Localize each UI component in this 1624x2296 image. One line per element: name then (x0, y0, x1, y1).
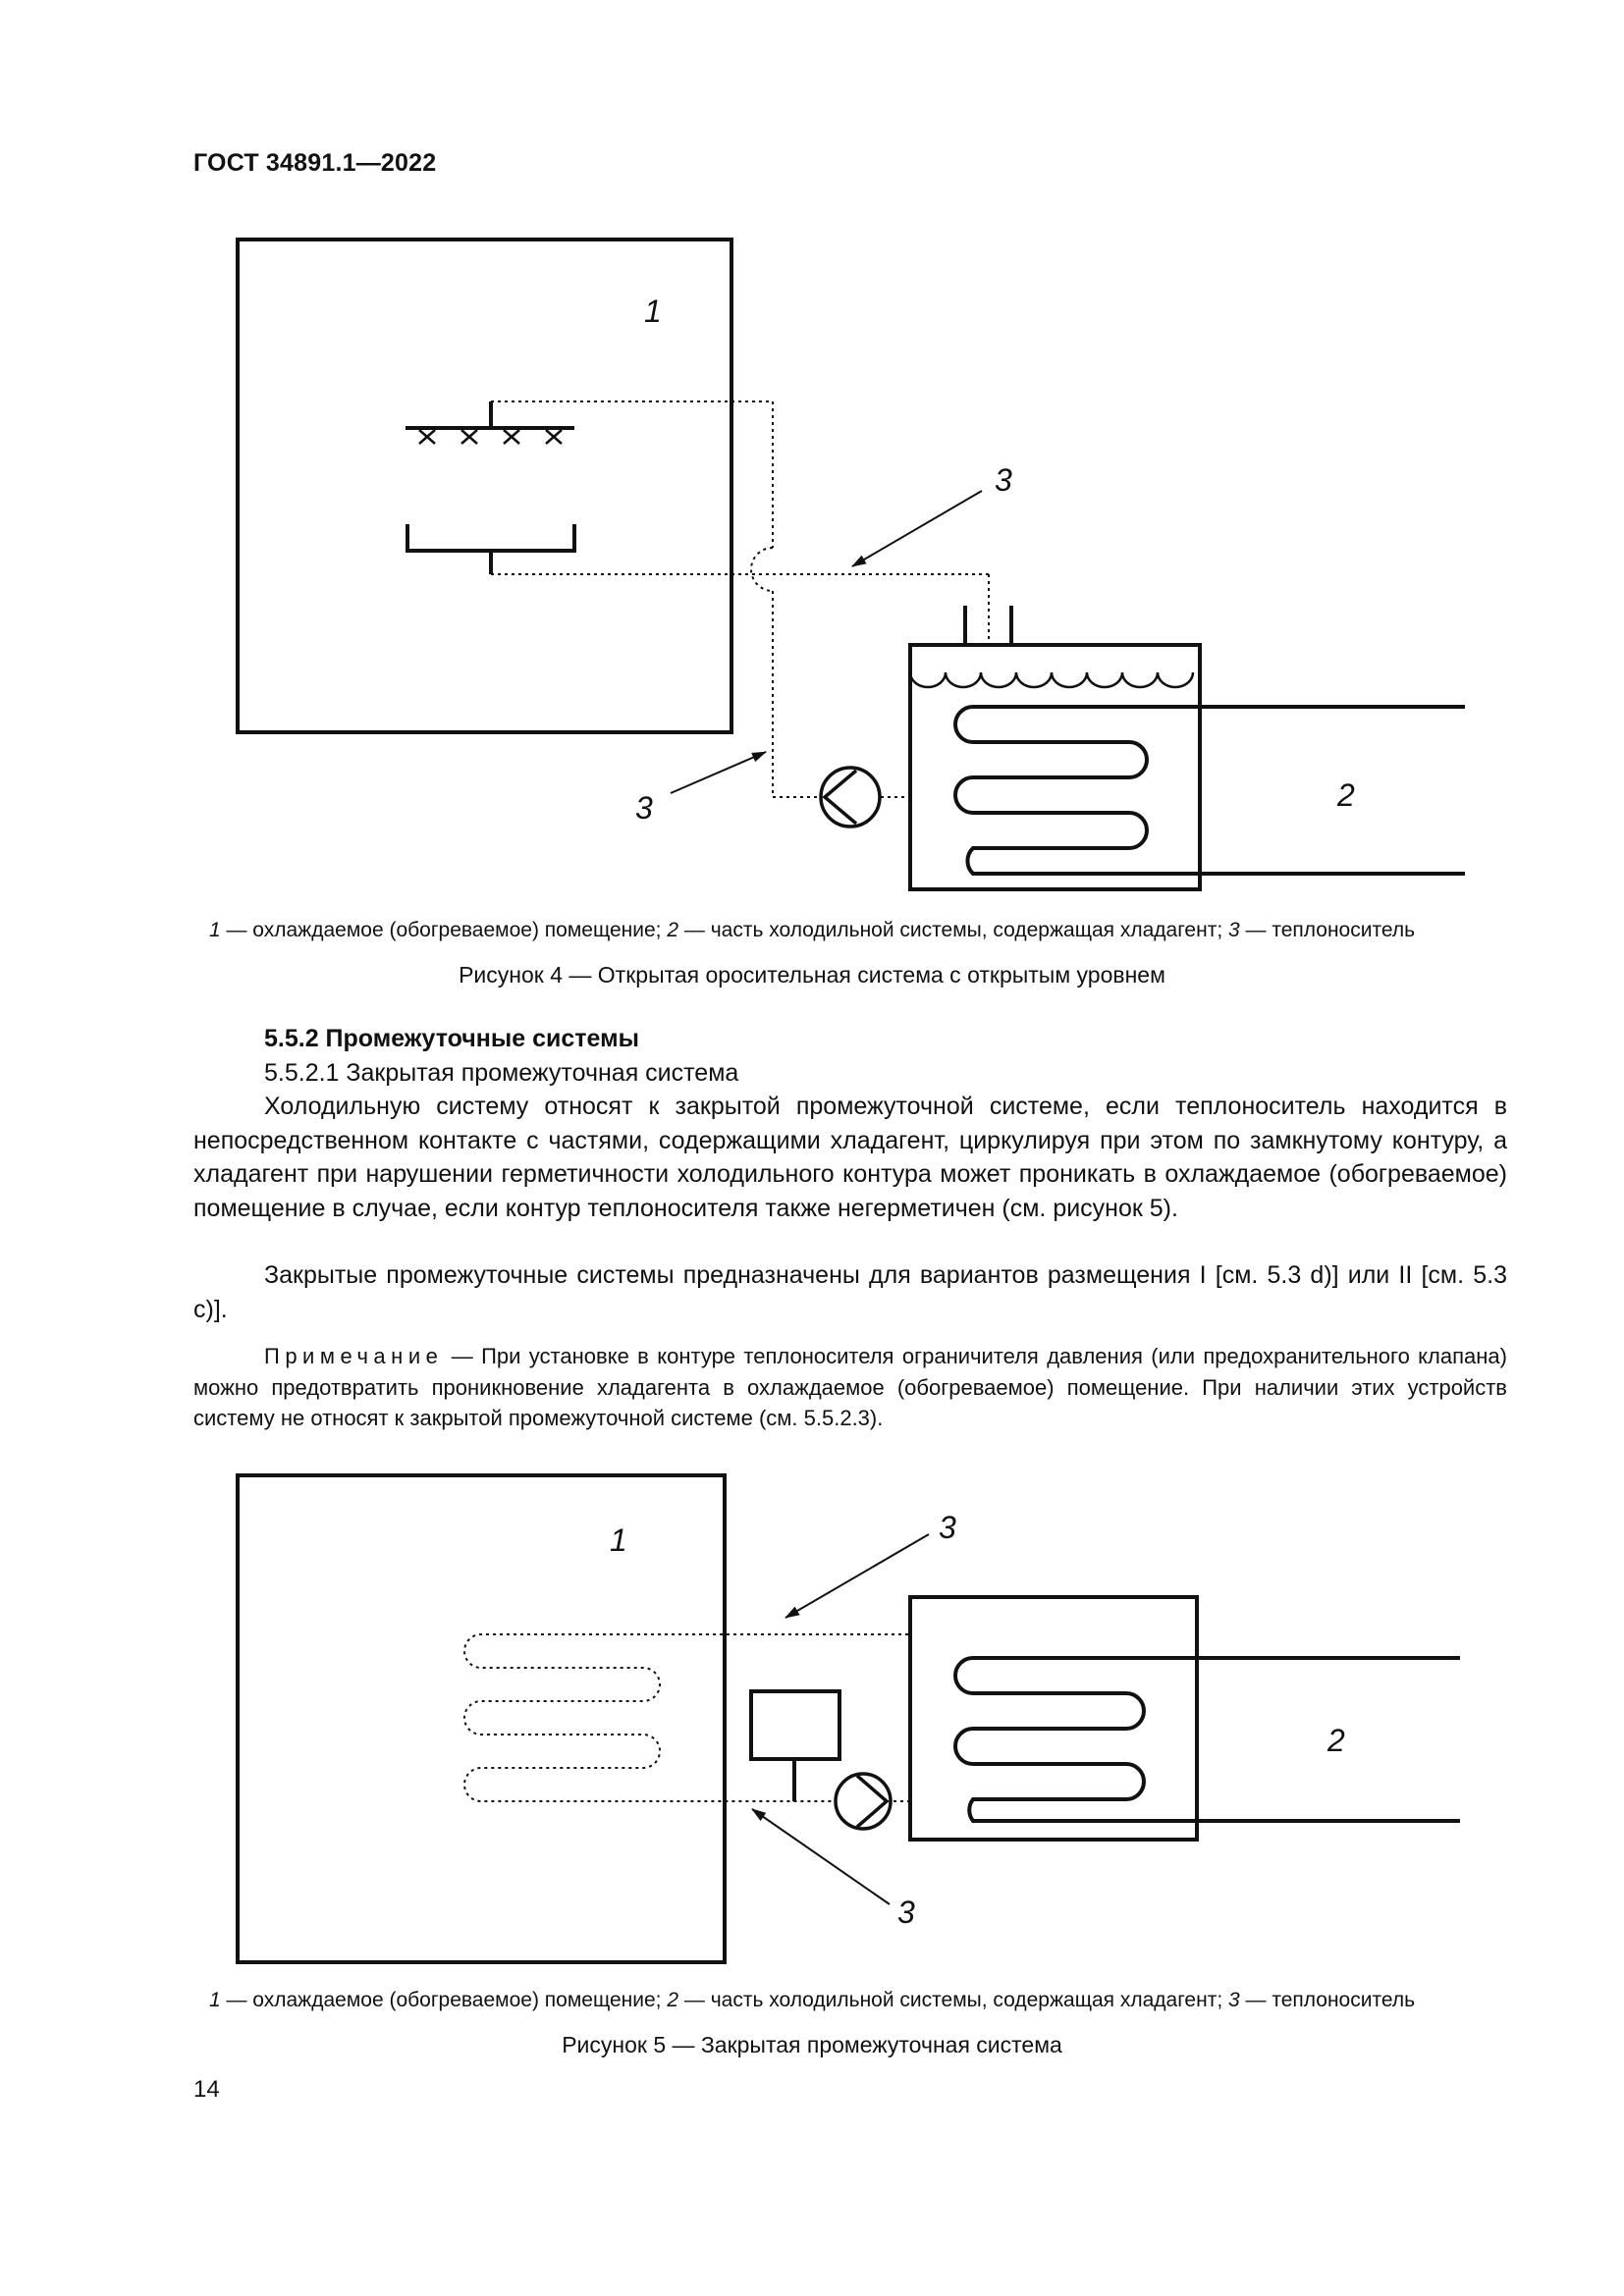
coolant-coil-dotted (464, 1634, 908, 1801)
label-room: 1 (644, 294, 662, 329)
label-room: 1 (610, 1522, 627, 1558)
note-label: Примечание (264, 1344, 444, 1368)
label-coolant-bottom: 3 (897, 1895, 915, 1930)
figure-4-caption: Рисунок 4 — Открытая оросительная система с открытым уровнем (459, 962, 1165, 988)
subsection-title: 5.5.2.1 Закрытая промежуточная система (264, 1059, 739, 1087)
coolant-arrow-top (852, 491, 982, 566)
evaporator-coil (955, 1658, 1460, 1821)
spray-nozzles (419, 430, 562, 444)
figure-5-legend: 1 — охлаждаемое (обогреваемое) помещение; 2 — часть холодильной системы, содержащая хладагент; 3 — теплоноситель (208, 1989, 1416, 2011)
page-number: 14 (193, 2076, 220, 2103)
label-coolant-top: 3 (995, 462, 1012, 498)
heat-exchanger-box (910, 1597, 1197, 1840)
legend-num-2: 2 (667, 919, 679, 941)
paragraph-2: Закрытые промежуточные системы предназначены для вариантов размещения I [см. 5.3 d)] или II [см. 5.3 c)]. (193, 1261, 1507, 1323)
figure-5-caption: Рисунок 5 — Закрытая промежуточная система (562, 2032, 1062, 2057)
legend-num-3: 3 (1228, 1989, 1240, 2011)
label-system-part: 2 (1327, 1723, 1345, 1758)
pump-icon (821, 768, 880, 827)
evaporator-coil (955, 707, 1465, 874)
label-system-part: 2 (1337, 777, 1355, 813)
document-header: ГОСТ 34891.1—2022 (193, 149, 437, 177)
pressure-vessel (751, 1691, 839, 1801)
legend-num-2: 2 (667, 1989, 679, 2011)
legend-num-1: 1 (208, 1989, 221, 2011)
sprinkler-manifold (406, 401, 574, 428)
label-coolant-top: 3 (939, 1510, 956, 1545)
legend-num-1: 1 (208, 919, 221, 941)
figure-4-legend: 1 — охлаждаемое (обогреваемое) помещение; 2 — часть холодильной системы, содержащая хладагент; 3 — теплоноситель (208, 919, 1416, 941)
legend-num-3: 3 (1228, 919, 1240, 941)
note: Примечание — При установке в контуре теплоносителя ограничителя давления (или предохранительного клапана) можно предотвратить проникновение хладагента в охлаждаемое (обогреваемое) помещение. При наличии этих устройств систему не относят к закрытой промежуточной системе (см. 5.5.2.3). (193, 1344, 1507, 1430)
figure-5-diagram (0, 1453, 1624, 2002)
coolant-arrow-bottom (671, 752, 766, 793)
section-title: 5.5.2 Промежуточные системы (264, 1025, 639, 1052)
figure-4-diagram (0, 0, 1624, 923)
paragraph-1: Холодильную систему относят к закрытой промежуточной системе, если теплоноситель находится в непосредственном контакте с частями, содержащими хладагент, циркулируя при этом по замкнутому контуру, а хладагент при нарушении герметичности холодильного контура может проникать в охлаждаемое (обогреваемое) помещение в случае, если контур теплоносителя также негерметичен (см. рисунок 5). (193, 1093, 1507, 1222)
coolant-arrow-top (785, 1534, 929, 1618)
pump-icon (836, 1774, 891, 1829)
room-box (238, 1475, 725, 1962)
coolant-arrow-bottom (752, 1809, 890, 1904)
collecting-tray (407, 524, 574, 574)
coolant-circuit (491, 401, 989, 797)
label-coolant-bottom: 3 (635, 790, 653, 826)
